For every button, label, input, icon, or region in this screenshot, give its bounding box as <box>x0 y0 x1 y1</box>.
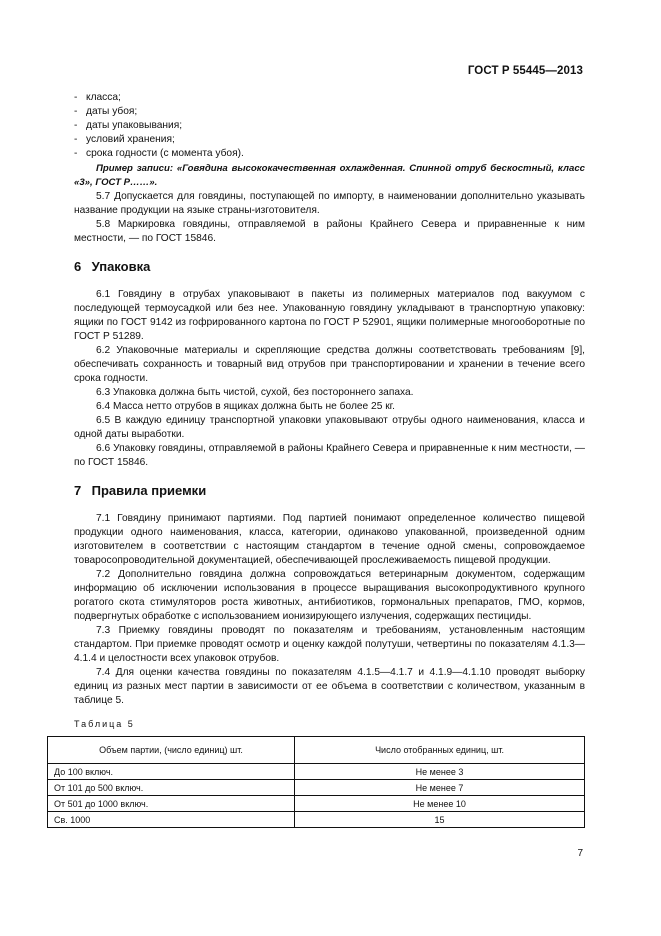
column-header: Объем партии, (число единиц) шт. <box>48 737 295 764</box>
table-cell: Не менее 10 <box>295 796 585 812</box>
example-record: Пример записи: «Говядина высококачественная охлажденная. Спинной отруб бескостный, класс «3», ГОСТ Р……». <box>74 163 585 188</box>
sampling-table <box>47 736 585 828</box>
paragraph-7-3: 7.3 Приемку говядины проводят по показателям и требованиям, установленным настоящим стандартом. При приемке проводят осмотр и оценку каждой полутуши, четвертины по показателям 4.1.3—4.1.4 и целостности всех упаковок отрубов. <box>74 625 585 664</box>
table-cell: Не менее 3 <box>295 764 585 780</box>
table-cell: Не менее 7 <box>295 780 585 796</box>
table-cell: От 501 до 1000 включ. <box>48 796 295 812</box>
paragraph-6-5: 6.5 В каждую единицу транспортной упаковки упаковывают отрубы одного наименования, класса и одной даты выработки. <box>74 415 585 440</box>
paragraph-7-2: 7.2 Дополнительно говядина должна сопровождаться ветеринарным документом, содержащим информацию об исключении использования в процессе выращивания высокопродуктивного крупного рогатого скота стимуляторов роста животных, антибиотиков, гормональных препаратов, ГМО, кормов, подвергнутых обработке с использованием ионизирующего излучения, содержащих пестициды. <box>74 569 585 622</box>
list-item: - даты убоя; <box>74 106 138 117</box>
paragraph-5-8: 5.8 Маркировка говядины, отправляемой в районы Крайнего Севера и приравненные к ним местности, — по ГОСТ 15846. <box>74 219 585 244</box>
table-header-row <box>48 737 585 764</box>
marking-list <box>74 91 585 161</box>
list-item: - условий хранения; <box>74 134 175 145</box>
table-cell: Св. 1000 <box>48 812 295 828</box>
standard-header: ГОСТ Р 55445—2013 <box>467 65 583 77</box>
list-item: - срока годности (с момента убоя). <box>74 148 244 159</box>
table-row <box>48 796 585 812</box>
paragraph-7-1: 7.1 Говядину принимают партиями. Под партией понимают определенное количество пищевой продукции одного наименования, класса, категории, одинаково упакованной, произведенной одним изготовителем в соответствии с настоящим стандартом в течение одной смены, сопровождаемое товаросопроводительной документацией, обеспечивающей прослеживаемость пищевой продукции. <box>74 513 585 566</box>
table-row <box>48 780 585 796</box>
page-number: 7 <box>577 848 583 859</box>
list-item: - даты упаковывания; <box>74 120 183 131</box>
table-row <box>48 812 585 828</box>
table-cell: 15 <box>295 812 585 828</box>
paragraph-6-3: 6.3 Упаковка должна быть чистой, сухой, без постороннего запаха. <box>96 387 414 398</box>
paragraph-7-4: 7.4 Для оценки качества говядины по показателям 4.1.5—4.1.7 и 4.1.9—4.1.10 проводят выборку единиц из разных мест партии в зависимости от ее объема в соответствии с количеством, указанным в таблице 5. <box>74 667 585 706</box>
list-item: - класса; <box>74 92 121 103</box>
column-header: Число отобранных единиц, шт. <box>295 737 585 764</box>
table-row <box>48 764 585 780</box>
paragraph-6-6: 6.6 Упаковку говядины, отправляемой в районы Крайнего Севера и приравненные к ним местности, — по ГОСТ 15846. <box>74 443 585 468</box>
table-cell: До 100 включ. <box>48 764 295 780</box>
section-6-heading: 6 Упаковка <box>74 259 151 274</box>
table-cell: От 101 до 500 включ. <box>48 780 295 796</box>
section-7-heading: 7 Правила приемки <box>74 483 207 498</box>
paragraph-6-2: 6.2 Упаковочные материалы и скрепляющие средства должны соответствовать требованиям [9], обеспечивать сохранность и товарный вид отрубов при транспортировании и хранении в течение всего срока годности. <box>74 345 585 384</box>
paragraph-6-1: 6.1 Говядину в отрубах упаковывают в пакеты из полимерных материалов под вакуумом с последующей термоусадкой или без нее. Упакованную говядину укладывают в транспортную упаковку: ящики по ГОСТ 9142 из гофрированного картона по ГОСТ Р 52901, ящики полимерные многооборотные по ГОСТ Р 51289. <box>74 289 585 342</box>
page-content <box>54 91 585 828</box>
paragraph-5-7: 5.7 Допускается для говядины, поступающей по импорту, в наименовании дополнительно указывать название продукции на языке страны-изготовителя. <box>74 191 585 216</box>
paragraph-6-4: 6.4 Масса нетто отрубов в ящиках должна быть не более 25 кг. <box>96 401 395 412</box>
table-caption: Таблица 5 <box>74 719 135 729</box>
